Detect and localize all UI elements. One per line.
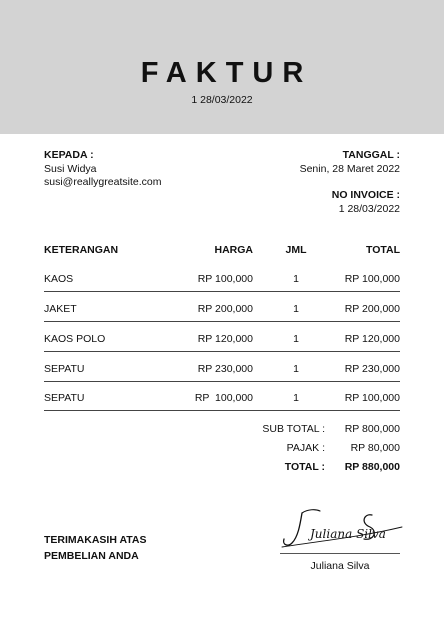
table-row-total: RP 100,000 xyxy=(344,273,400,285)
table-row-price: RP 120,000 xyxy=(197,333,253,345)
invoice-label: NO INVOICE : xyxy=(331,189,400,201)
date-value: Senin, 28 Maret 2022 xyxy=(299,163,400,175)
table-row-price: RP 100,000 xyxy=(197,273,253,285)
thanks-line-2: PEMBELIAN ANDA xyxy=(44,550,139,562)
table-row-total: RP 230,000 xyxy=(344,363,400,375)
table-row-qty: 1 xyxy=(293,303,299,315)
row-divider xyxy=(44,381,400,382)
table-row-qty: 1 xyxy=(293,392,299,404)
signature-image xyxy=(280,505,410,551)
total-value: RP 880,000 xyxy=(344,461,400,473)
col-header-qty: JML xyxy=(285,244,307,256)
row-divider xyxy=(44,351,400,352)
total-label: TOTAL : xyxy=(284,461,325,473)
table-row-item: SEPATU xyxy=(44,392,85,404)
table-row-qty: 1 xyxy=(293,363,299,375)
signature-script: Juliana Silva xyxy=(310,527,386,541)
col-header-price: HARGA xyxy=(214,244,253,256)
recipient-label: KEPADA : xyxy=(44,149,94,161)
subtotal-value: RP 800,000 xyxy=(344,423,400,435)
table-row-price: RP 100,000 xyxy=(194,392,253,404)
row-divider xyxy=(44,321,400,322)
table-row-price: RP 230,000 xyxy=(197,363,253,375)
tax-label: PAJAK : xyxy=(286,442,325,454)
table-row-total: RP 100,000 xyxy=(344,392,400,404)
signature-line xyxy=(280,553,400,554)
table-row-qty: 1 xyxy=(293,333,299,345)
signer-name: Juliana Silva xyxy=(310,560,370,572)
tax-value: RP 80,000 xyxy=(350,442,400,454)
row-divider xyxy=(44,410,400,411)
table-row-item: KAOS POLO xyxy=(44,333,106,345)
table-row-price: RP 200,000 xyxy=(197,303,253,315)
invoice-value: 1 28/03/2022 xyxy=(338,203,400,215)
page-subtitle: 1 28/03/2022 xyxy=(191,94,253,106)
row-divider xyxy=(44,291,400,292)
page-title: FAKTUR xyxy=(140,57,313,89)
table-row-total: RP 200,000 xyxy=(344,303,400,315)
table-row-item: JAKET xyxy=(44,303,77,315)
date-label: TANGGAL : xyxy=(342,149,400,161)
thanks-line-1: TERIMAKASIH ATAS xyxy=(44,534,147,546)
table-row-qty: 1 xyxy=(293,273,299,285)
col-header-total: TOTAL xyxy=(365,244,400,256)
recipient-email: susi@reallygreatsite.com xyxy=(44,176,162,188)
table-row-total: RP 120,000 xyxy=(344,333,400,345)
recipient-name: Susi Widya xyxy=(44,163,97,175)
table-row-item: SEPATU xyxy=(44,363,85,375)
col-header-description: KETERANGAN xyxy=(44,244,119,256)
table-row-item: KAOS xyxy=(44,273,74,285)
subtotal-label: SUB TOTAL : xyxy=(262,423,325,435)
